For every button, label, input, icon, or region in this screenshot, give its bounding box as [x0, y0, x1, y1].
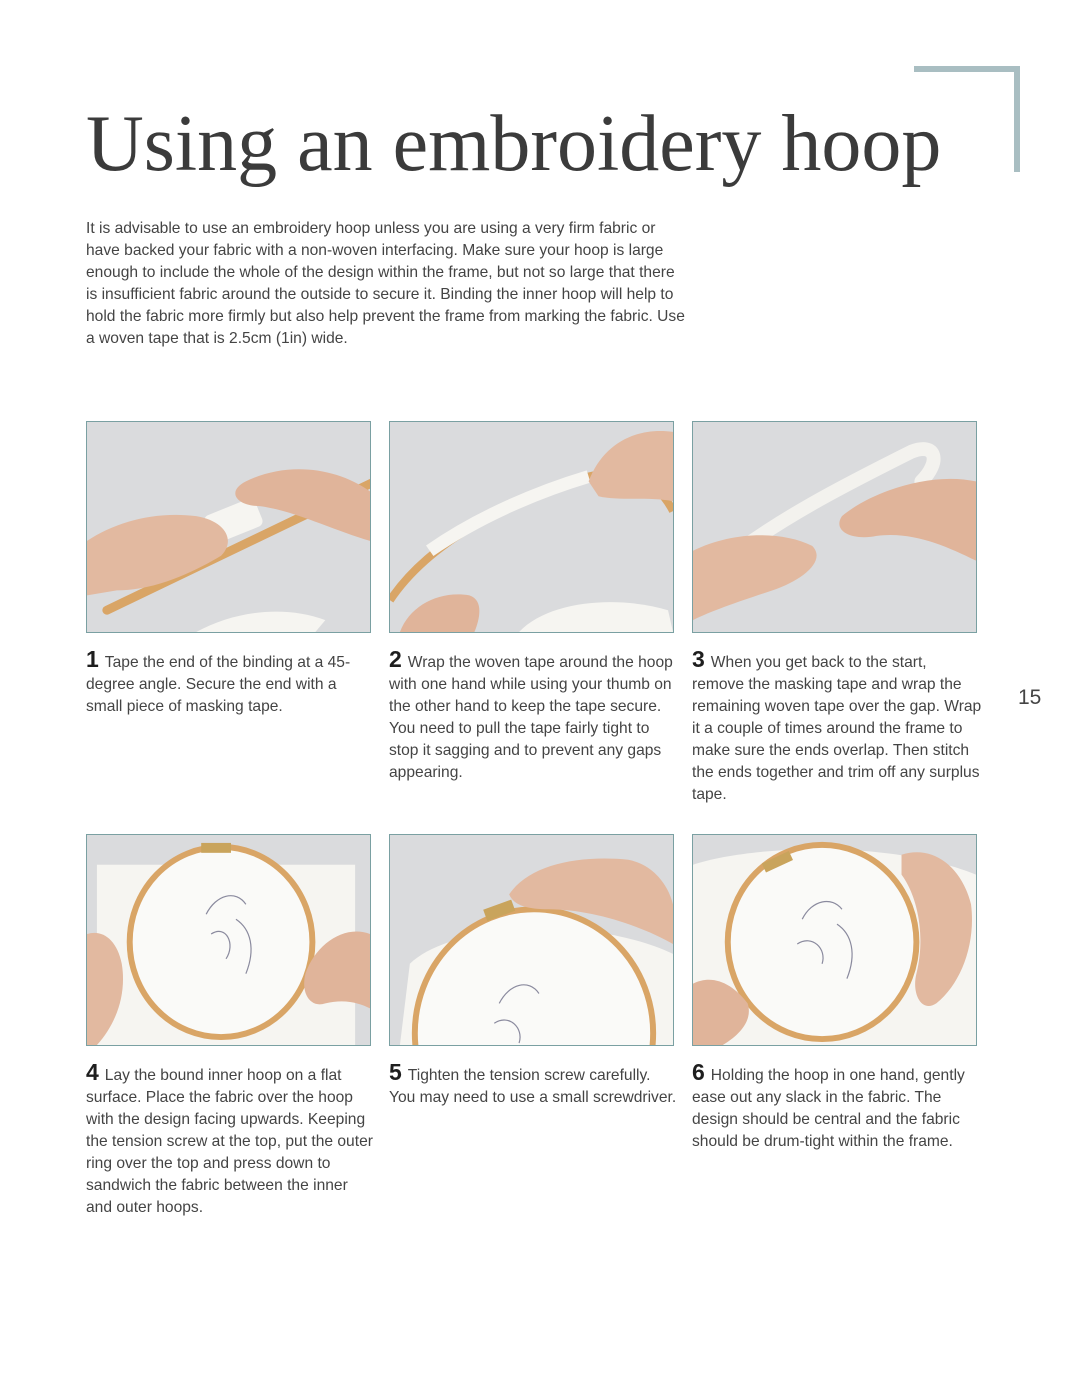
step-5-text [389, 1059, 679, 1109]
step-5-number: 5 [389, 1059, 402, 1085]
step-1-number: 1 [86, 646, 99, 672]
step-6-description: Holding the hoop in one hand, gently ease out any slack in the fabric. The design should be central and the fabric should be drum-tight within the frame. [692, 1067, 965, 1150]
step-4-number: 4 [86, 1059, 99, 1085]
step-3-description: When you get back to the start, remove the masking tape and wrap the remaining woven tape over the gap. Wrap it a couple of times around the frame to make sure the ends overlap. Then stitch the ends together and trim off any surplus tape. [692, 654, 982, 803]
step-4-text [86, 1059, 376, 1219]
step-2-number: 2 [389, 646, 402, 672]
step-3-number: 3 [692, 646, 705, 672]
step-2-text [389, 646, 679, 784]
step-2-photo [389, 421, 674, 633]
step-6-photo [692, 834, 977, 1046]
intro-paragraph: It is advisable to use an embroidery hoop unless you are using a very firm fabric or have backed your fabric with a non-woven interfacing. Make sure your hoop is large enough to include the whole of the design within the frame, but not so large that there is insufficient fabric around the outside to secure it. Binding the inner hoop will help to hold the fabric more firmly but also help prevent the frame from marking the fabric. Use a woven tape that is 2.5cm (1in) wide. [86, 220, 685, 347]
step-3-text [692, 646, 982, 806]
step-1-text [86, 646, 376, 718]
step-1-description: Tape the end of the binding at a 45-degree angle. Secure the end with a small piece of masking tape. [86, 654, 351, 715]
step-5-photo [389, 834, 674, 1046]
step-6-number: 6 [692, 1059, 705, 1085]
step-4-description: Lay the bound inner hoop on a flat surface. Place the fabric over the hoop with the design facing upwards. Keeping the tension screw at the top, put the outer ring over the top and press down to sandwich the fabric between the inner and outer hoops. [86, 1067, 373, 1216]
step-5-description: Tighten the tension screw carefully. You may need to use a small screwdriver. [389, 1067, 677, 1106]
step-2-description: Wrap the woven tape around the hoop with one hand while using your thumb on the other hand to keep the tape secure. You need to pull the tape fairly tight to stop it sagging and to prevent any gaps appearing. [389, 654, 673, 781]
page-title: Using an embroidery hoop [86, 100, 942, 188]
step-1-photo [86, 421, 371, 633]
step-6-text [692, 1059, 982, 1153]
step-3-photo [692, 421, 977, 633]
page-number: 15 [1018, 686, 1042, 709]
step-4-photo [86, 834, 371, 1046]
